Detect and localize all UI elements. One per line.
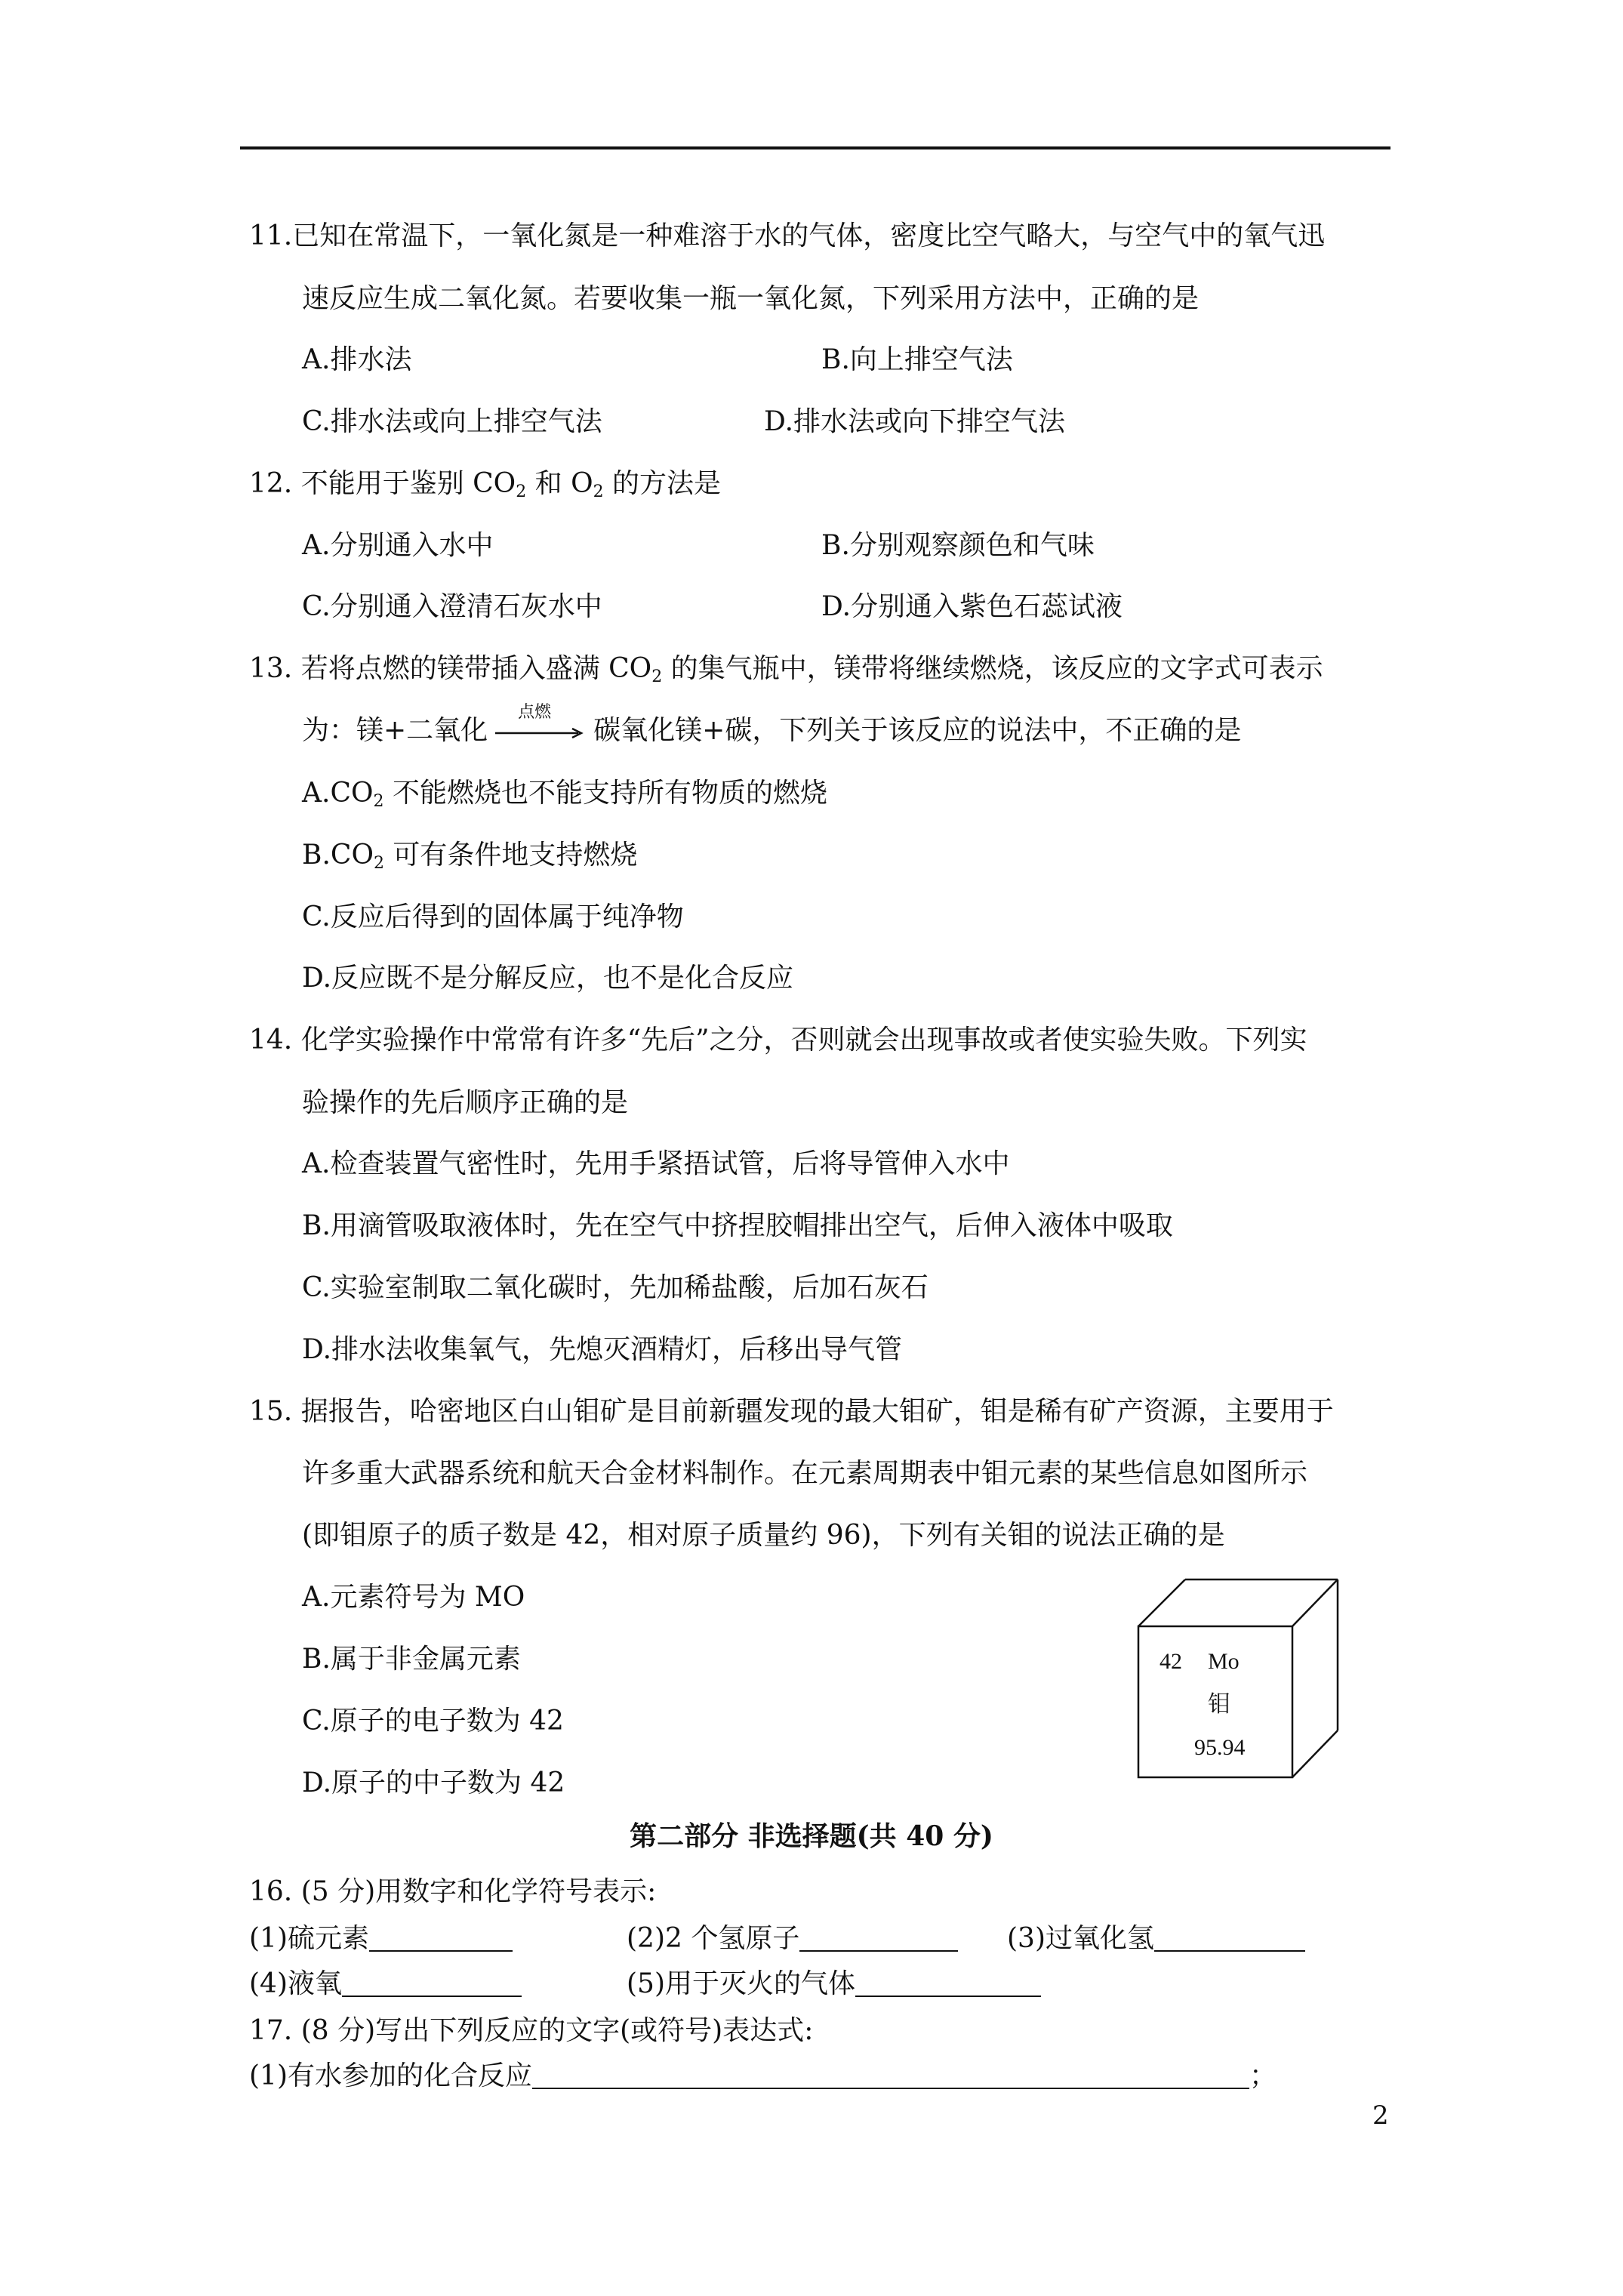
- q15-option-d: D.原子的中子数为 42: [302, 1767, 565, 1798]
- q11-option-c: C.排水法或向上排空气法: [302, 406, 602, 437]
- q16-item4: (4)液氧: [249, 1966, 522, 2002]
- answer-blank[interactable]: [1154, 1925, 1305, 1952]
- q12-option-b: B.分别观察颜色和气味: [821, 530, 1095, 561]
- q13-option-b: $B.CO_2$ 可有条件地支持燃烧: [302, 840, 638, 873]
- section-title: 第二部分 非选择题(共 40 分): [630, 1820, 993, 1852]
- q11-option-d: D.排水法或向下排空气法: [764, 406, 1066, 437]
- q16-head: 16. (5 分)用数字和化学符号表示:: [249, 1876, 657, 1907]
- q11-stem-line1: 11.已知在常温下，一氧化氮是一种难溶于水的气体，密度比空气略大，与空气中的氧气迅: [249, 220, 1326, 251]
- q15-option-c: C.原子的电子数为 42: [302, 1706, 564, 1737]
- element-name: 钼: [1208, 1692, 1230, 1717]
- page-number: 2: [1372, 2100, 1389, 2131]
- q15-option-b: B.属于非金属元素: [302, 1644, 521, 1675]
- atomic-mass: 95.94: [1194, 1735, 1246, 1760]
- q16-item3: (3)过氧化氢: [1007, 1921, 1305, 1957]
- q15-stem-line1: 15. 据报告，哈密地区白山钼矿是目前新疆发现的最大钼矿，钼是稀有矿产资源，主要用于: [249, 1396, 1334, 1427]
- reaction-condition: 点燃: [518, 703, 552, 722]
- q11-option-a: A.排水法: [302, 344, 412, 375]
- q16-item1: (1)硫元素: [249, 1921, 513, 1957]
- q16-item2: (2)2 个氢原子: [627, 1921, 958, 1957]
- q13-option-d: D.反应既不是分解反应，也不是化合反应: [302, 963, 794, 994]
- q14-option-b: B.用滴管吸取液体时，先在空气中挤捏胶帽排出空气，后伸入液体中吸取: [302, 1210, 1173, 1241]
- answer-blank[interactable]: [342, 1970, 522, 1997]
- q16-item5: (5)用于灭火的气体: [627, 1966, 1041, 2002]
- q12-stem: 12. 不能用于鉴别 $CO_2$ 和 $O_2$ 的方法是: [249, 468, 722, 501]
- q13-stem-line1: 13. 若将点燃的镁带插入盛满 $CO_2$ 的集气瓶中，镁带将继续燃烧，该反应的文字式可表示: [249, 653, 1323, 686]
- q14-stem-line2: 验操作的先后顺序正确的是: [302, 1087, 629, 1118]
- atomic-number: 42: [1160, 1649, 1182, 1674]
- q15-option-a: A.元素符号为 MO: [302, 1582, 525, 1613]
- q13-option-c: C.反应后得到的固体属于纯净物: [302, 901, 684, 932]
- answer-blank[interactable]: [532, 2062, 1249, 2089]
- q17-item1: (1)有水参加的化合反应 ；: [249, 2060, 1277, 2091]
- q13-option-a: $A.CO_2$ 不能燃烧也不能支持所有物质的燃烧: [302, 778, 827, 811]
- header-rule: [240, 146, 1390, 149]
- q12-option-a: A.分别通入水中: [302, 530, 494, 561]
- answer-blank[interactable]: [855, 1970, 1041, 1997]
- q14-option-c: C.实验室制取二氧化碳时，先加稀盐酸，后加石灰石: [302, 1272, 929, 1303]
- answer-blank[interactable]: [369, 1925, 513, 1952]
- q14-option-a: A.检查装置气密性时，先用手紧捂试管，后将导管伸入水中: [302, 1148, 1010, 1179]
- answer-blank[interactable]: [799, 1925, 958, 1952]
- q14-option-d: D.排水法收集氧气，先熄灭酒精灯，后移出导气管: [302, 1334, 903, 1365]
- element-symbol: Mo: [1208, 1649, 1240, 1674]
- q11-stem-line2: 速反应生成二氧化氮。若要收集一瓶一氧化氮，下列采用方法中，正确的是: [302, 283, 1200, 314]
- q12-option-c: C.分别通入澄清石灰水中: [302, 591, 602, 622]
- reaction-arrow: [495, 703, 586, 747]
- q13-stem-line2: 为：镁+二氧化 点燃 碳氧化镁+碳，下列关于该反应的说法中，不正确的是: [302, 703, 1242, 746]
- q12-option-d: D.分别通入紫色石蕊试液: [821, 591, 1123, 622]
- q14-stem-line1: 14. 化学实验操作中常常有许多“先后”之分，否则就会出现事故或者使实验失败。下列实: [249, 1025, 1307, 1056]
- q15-stem-line2: 许多重大武器系统和航天合金材料制作。在元素周期表中钼元素的某些信息如图所示: [302, 1458, 1308, 1489]
- q11-option-b: B.向上排空气法: [821, 344, 1013, 375]
- q15-stem-line3: (即钼原子的质子数是 42，相对原子质量约 96)，下列有关钼的说法正确的是: [302, 1520, 1225, 1551]
- element-cube-figure: [1132, 1574, 1344, 1786]
- q17-head: 17. (8 分)写出下列反应的文字(或符号)表达式:: [249, 2015, 814, 2046]
